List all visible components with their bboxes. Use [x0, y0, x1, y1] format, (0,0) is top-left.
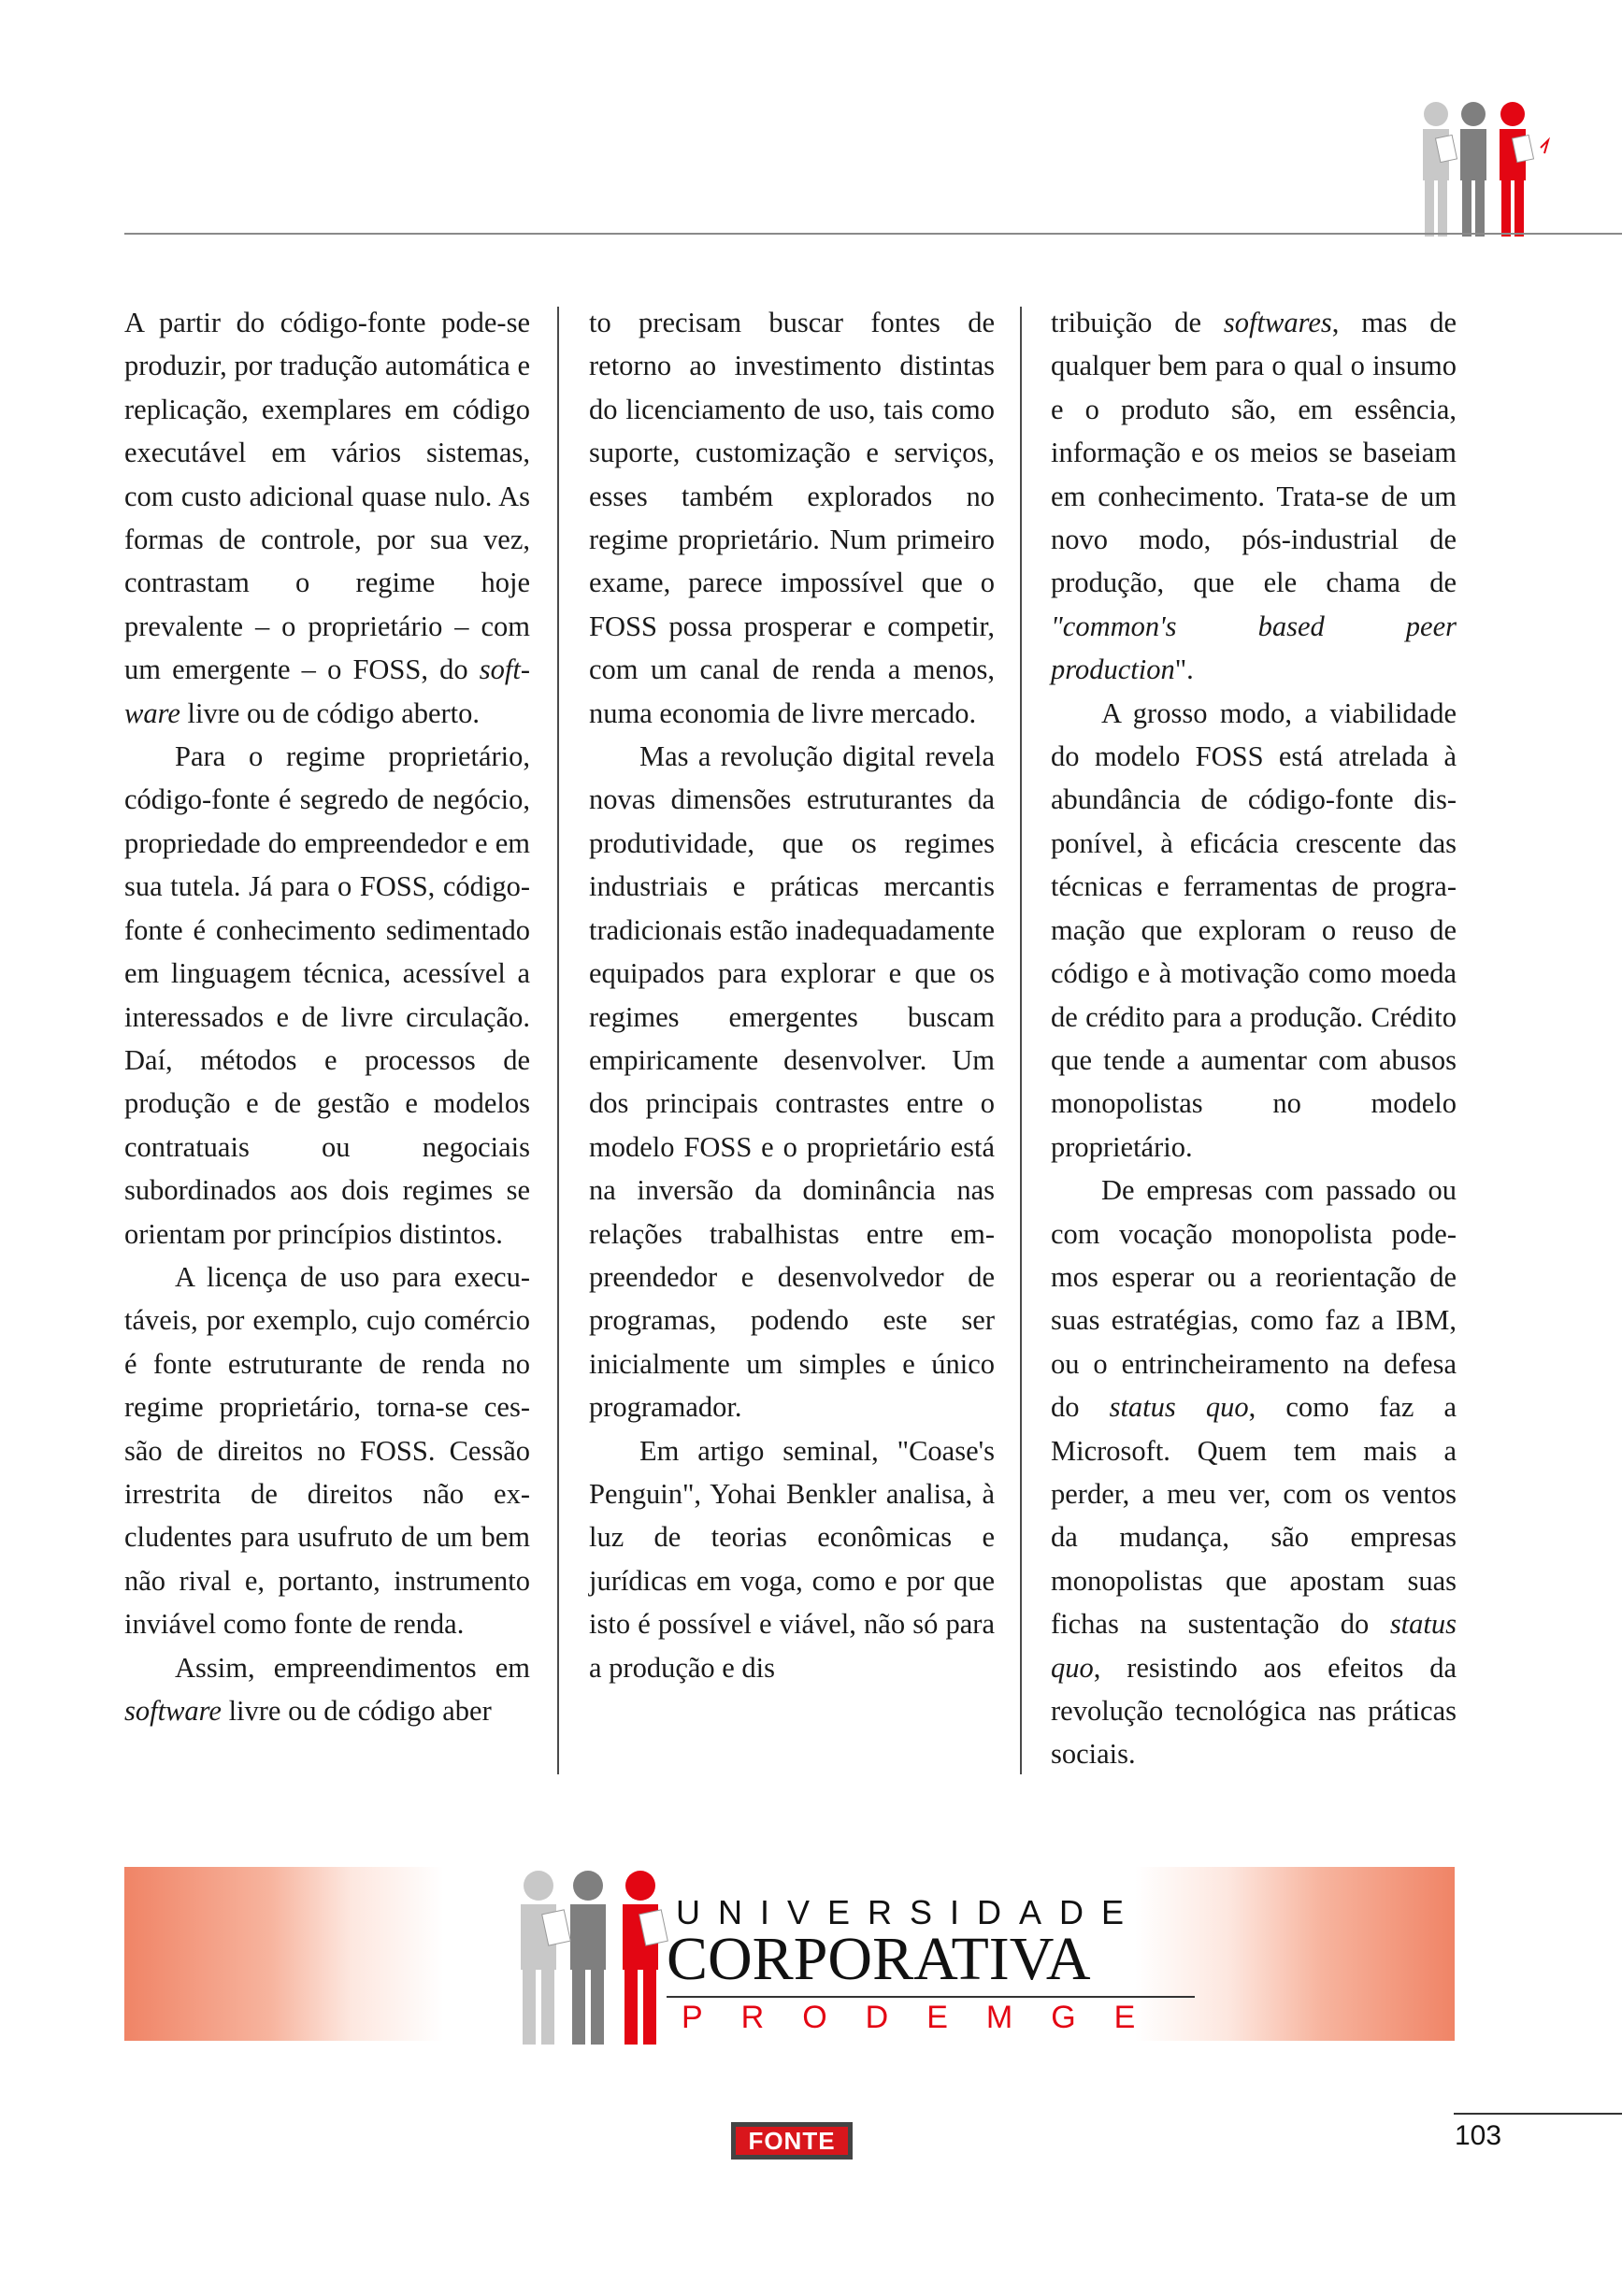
footer-rule — [1454, 2113, 1622, 2115]
text-run: Em artigo seminal, "Coase's Penguin", Yohai Benkler analisa, à luz de teorias econômicas e jurídicas em voga, como e por que isto é possível e viável, não só para a produção e dis — [589, 1434, 995, 1684]
fonte-badge — [731, 2122, 853, 2160]
text-run: , resistindo aos efeitos da revolução tecnológica nas práticas sociais. — [1051, 1651, 1457, 1771]
paragraph — [124, 735, 530, 1256]
text-run: ". — [1174, 653, 1194, 686]
paragraph — [1051, 301, 1457, 692]
column-divider-2 — [1020, 307, 1022, 1774]
text-column-2 — [589, 301, 995, 1689]
header-logo-people-icon — [1410, 101, 1552, 237]
paragraph — [589, 1429, 995, 1689]
paragraph — [124, 1256, 530, 1646]
text-run: A licença de uso para executáveis, por exemplo, cujo comércio é fonte estruturante de renda no regime proprietário, torna-se cessão de direitos no FOSS. Cessão irrestrita de direitos não excludentes para usufruto de um bem não rival e, portanto, instrumento inviável como fonte de renda. — [124, 1260, 530, 1641]
banner-universidade: UNIVERSIDADE — [676, 1893, 1142, 1931]
paragraph — [124, 301, 530, 735]
paragraph — [124, 1646, 530, 1733]
italic-run: software — [124, 653, 530, 729]
banner-rule — [667, 1996, 1195, 1998]
fonte-badge-label: FONTE — [736, 2127, 848, 2155]
banner-corporativa: CORPORATIVA — [667, 1925, 1091, 1993]
text-run: A grosso modo, a viabilidade do modelo FOSS está atrelada à abundância de código-fonte disponível, à eficácia crescente das técnicas e ferramentas de programação que exploram o reuso de código e à motivação como moeda de crédito para a produção. Crédito que tende a aumentar com abusos monopolistas no modelo proprietário. — [1051, 696, 1457, 1163]
text-run: livre ou de código aberto. — [179, 696, 481, 729]
italic-run: "common's based peer production — [1051, 610, 1457, 686]
text-run: De empresas com passado ou com vocação monopolista podemos esperar ou a reorientação de suas estratégias, como faz a IBM, ou o entrincheiramento na defesa do — [1051, 1174, 1457, 1424]
header-rule — [124, 233, 1622, 235]
universidade-corporativa-banner — [124, 1867, 1455, 2041]
text-run: livre ou de código aber — [221, 1695, 492, 1727]
text-run: , como faz a Microsoft. Quem tem mais a perder, a meu ver, com os ventos da mudança, são empresas monopolistas que apostam suas fichas na sustentação do — [1051, 1391, 1457, 1641]
text-run: to precisam buscar fontes de retorno ao investimento distintas do licenciamento de uso, tais como suporte, customização e serviços, esses também explorados no regime proprietário. Num primeiro exame, parece impossível que o FOSS possa prosperar e competir, com um canal de renda a menos, numa economia de livre mercado. — [589, 307, 995, 729]
column-divider-1 — [557, 307, 559, 1774]
text-column-1 — [124, 301, 530, 1732]
banner-prodemge: PRODEMGE — [682, 2000, 1174, 2035]
text-run: A partir do código-fonte pode-se produzir, por tradução automática e replicação, exemplares em código executável em vários sistemas, com custo adicional quase nulo. As formas de controle, por sua vez, contrastam o regime hoje prevalente – o proprietário – com um emergente – o FOSS, do — [124, 307, 530, 686]
paragraph — [1051, 1169, 1457, 1776]
paragraph — [589, 301, 995, 735]
text-run: tribuição de — [1051, 307, 1224, 338]
italic-run: status quo — [1051, 1608, 1457, 1684]
text-run: Mas a revolução digital revela novas dimensões estruturantes da produtividade, que os regimes industriais e práticas mercantis tradicionais estão inadequadamente equipados para explorar e que os regimes emergentes buscam empiricamente desenvolver. Um dos principais contrastes entre o modelo FOSS e o proprietário está na inversão da dominância nas relações trabalhistas entre empreendedor e desenvolvedor de programas, podendo este ser inicialmente um simples e único programador. — [589, 740, 995, 1424]
text-column-3 — [1051, 301, 1457, 1776]
italic-run: status quo — [1109, 1391, 1249, 1424]
italic-run: softwares — [1223, 307, 1332, 338]
paragraph — [589, 735, 995, 1429]
text-run: Para o regime proprietário, código-fonte é segredo de negócio, propriedade do empreendedor e em sua tutela. Já para o FOSS, código-fonte é conhecimento sedimentado em linguagem técnica, acessível a interessados e de livre circulação. Daí, métodos e processos de produção e de gestão e modelos contratuais ou negociais subordinados aos dois regimes se orientam por princípios distintos. — [124, 740, 530, 1250]
paragraph — [1051, 692, 1457, 1169]
text-run: Assim, empreendimentos em — [175, 1651, 530, 1684]
text-run: , mas de qualquer bem para o qual o insumo e o produto são, em essência, informação e os meios se baseiam em conhecimento. Trata-se de um novo modo, pós-industrial de produção, que ele chama de — [1051, 307, 1457, 599]
italic-run: software — [124, 1695, 222, 1727]
page-number: 103 — [1455, 2120, 1502, 2151]
